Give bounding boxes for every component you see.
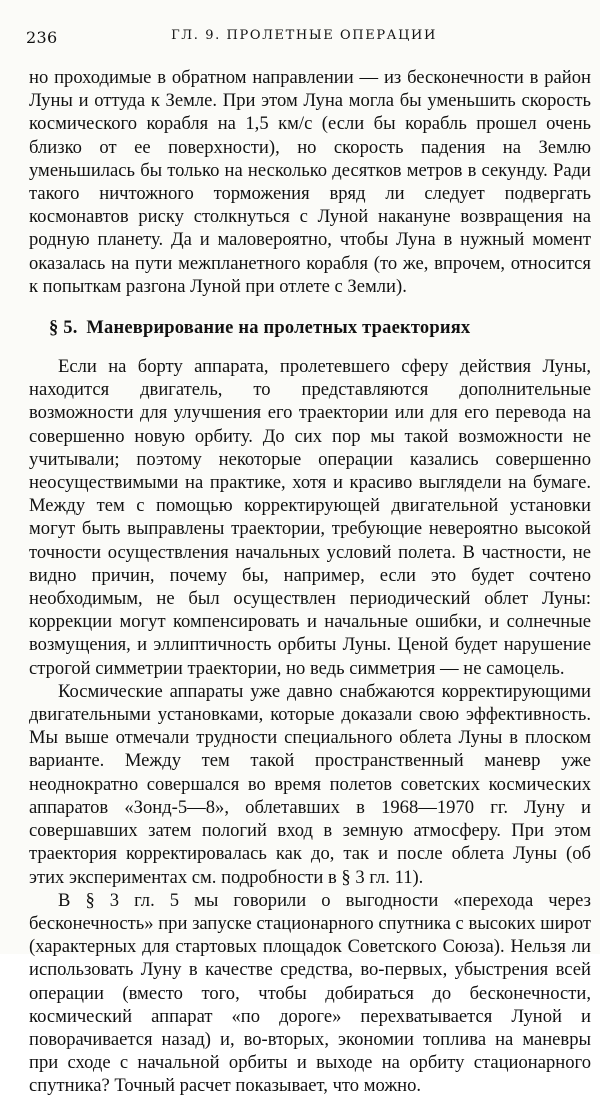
paragraph: В § 3 гл. 5 мы говорили о выгодности «перехода через бесконечность» при запуске стационарного спутника с высоких широт (характерных для стартовых площадок Советского Союза). Нельзя ли использовать Луну в качестве средства, во-первых, убыстрения всей операции (вместо того, чтобы добираться до бесконечности, космический аппарат «по дороге» перехватывается Луной и поворачивается назад) и, во-вторых, экономии топлива на маневры при сходе с начальной орбиты и выходе на орбиту стационарного спутника? Точный расчет показывает, что можно. — [29, 889, 591, 1097]
section-heading — [29, 317, 591, 340]
section-number: § 5. — [49, 318, 78, 339]
paragraph-continued: но проходимые в обратном направлении — из бесконечности в район Луны и оттуда к Земле. При этом Луна могла бы уменьшить скорость космического корабля на 1,5 км/с (если бы корабль прошел очень близко от ее поверхности), но скорость падения на Землю уменьшилась бы только на несколько десятков метров в секунду. Ради такого ничтожного торможения вряд ли следует подвергать космонавтов риску столкнуться с Луной накануне возвращения на родную планету. Да и маловероятно, чтобы Луна в нужный момент оказалась на пути межпланетного корабля (то же, впрочем, относится к попыткам разгона Луной при отлете с Земли). — [29, 67, 591, 297]
paragraph: Если на борту аппарата, пролетевшего сферу действия Луны, находится двигатель, то представляются дополнительные возможности для улучшения его траектории или для его перевода на совершенно новую орбиту. До сих пор мы такой возможности не учитывали; поэтому некоторые операции казались совершенно неосуществимыми на практике, хотя и красиво выглядели на бумаге. Между тем с помощью корректирующей двигательной установки могут быть выправлены траектории, требующие невероятно высокой точности осуществления начальных условий полета. В частности, не видно причин, почему бы, например, если это будет сочтено необходимым, не был осуществлен периодический облет Луны: коррекции могут компенсировать и начальные ошибки, и солнечные возмущения, и эллиптичность орбиты Луны. Ценой будет нарушение строгой симметрии траектории, но ведь симметрия — не самоцель. — [29, 356, 591, 679]
page-header — [26, 28, 582, 50]
paragraph: Космические аппараты уже давно снабжаются корректирующими двигательными установками, которые доказали свою эффективность. Мы выше отмечали трудности специального облета Луны в плоском варианте. Между тем такой пространственный маневр уже неоднократно совершался во время полетов советских космических аппаратов «Зонд-5—8», облетавших в 1968—1970 гг. Луну и совершавших затем пологий вход в земную атмосферу. При этом траектория корректировалась как до, так и после облета Луны (об этих экспериментах см. подробности в § 3 гл. 11). — [29, 680, 591, 888]
running-title: ГЛ. 9. ПРОЛЕТНЫЕ ОПЕРАЦИИ — [171, 28, 437, 43]
page-body — [29, 66, 591, 1098]
section-title: Маневрирование на пролетных траекториях — [86, 318, 471, 339]
page-number: 236 — [26, 28, 58, 47]
